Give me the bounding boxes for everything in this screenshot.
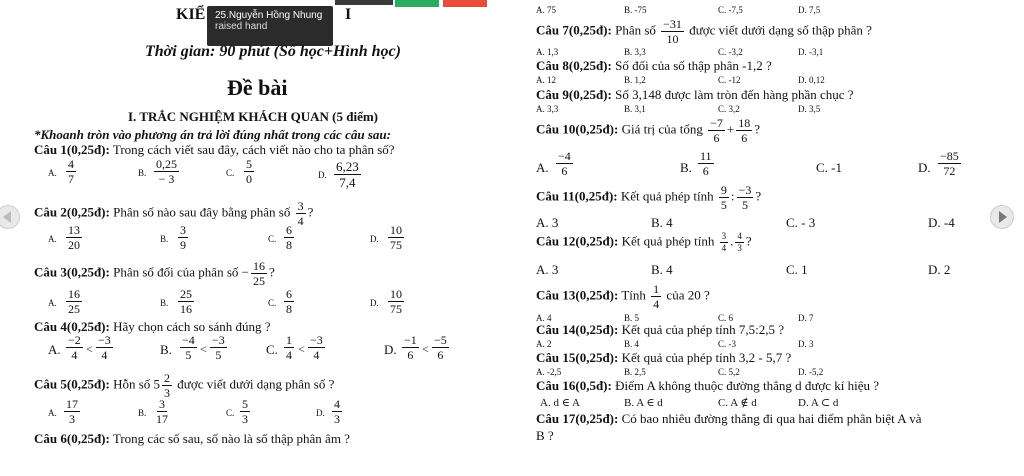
next-page-button[interactable] <box>990 205 1014 229</box>
section-heading: I. TRẮC NGHIỆM KHÁCH QUAN (5 điểm) <box>128 109 379 124</box>
question-1-options: A. 4 7 B. 0,25 − 3 C. 5 0 D. 6,23 7,4 <box>48 157 359 190</box>
question-17: Câu 17(0,25đ): Có bao nhiêu đường thẳng đi qua hai điểm phân biệt A và <box>536 411 922 426</box>
question-10-options: A. −4 6 B. 11 6 C. -1 D. −85 72 <box>536 149 959 178</box>
prev-page-button[interactable] <box>0 205 20 229</box>
question-6: Câu 6(0,25đ): Trong các số sau, số nào là số thập phân âm ? <box>34 431 350 446</box>
question-9: Câu 9(0,25đ): Số 3,148 được làm tròn đến hàng phần chục ? <box>536 87 854 102</box>
red-toolbar-button[interactable] <box>443 0 487 7</box>
question-3-options: A. 16 25 B. 25 16 C. 6 8 D. 10 75 <box>48 287 402 316</box>
question-4: Câu 4(0,25đ): Hãy chọn cách so sánh đúng ? <box>34 319 271 334</box>
question-8: Câu 8(0,25đ): Số đối của số thập phân -1,2 ? <box>536 58 772 73</box>
question-11: Câu 11(0,25đ): Kết quả phép tính $\frac{9}{5}$ : $\frac{-3}{5}$ ? <box>536 183 762 212</box>
question-7: Câu 7(0,25đ): Phân số $\frac{-31}{10}$ được viết dưới dạng số thập phân ? <box>536 17 872 46</box>
question-5-options: A. 17 3 B. 3 17 C. 5 3 D. 4 3 <box>48 397 340 426</box>
notification-status: raised hand <box>215 21 268 32</box>
question-10: Câu 10(0,25đ): Giá trị của tổng $\frac{-7}{6}$ + $\frac{18}{6}$ ? <box>536 116 760 145</box>
page-title: Đề bài <box>227 75 288 100</box>
question-2-options: A. 13 20 B. 3 9 C. 6 8 D. 10 75 <box>48 223 402 252</box>
chevron-right-icon <box>999 211 1007 223</box>
question-4-options: A. −2 4 < −3 4 B. −4 5 < −3 5 C. 1 4 < −3 4 D. −1 6 < −5 6 <box>48 333 447 362</box>
question-15: Câu 15(0,25đ): Kết quả của phép tính 3,2 - 5,7 ? <box>536 350 792 365</box>
instruction: *Khoanh tròn vào phương án trả lời đúng nhất trong các câu sau: <box>34 127 391 142</box>
question-17-continuation: B ? <box>536 428 554 443</box>
question-12: Câu 12(0,25đ): Kết quả phép tính $\frac{3}{4}$ . $\frac{4}{3}$ ? <box>536 231 752 253</box>
question-3: Câu 3(0,25đ): Phân số đối của phân số − $\frac{16}{25}$ ? <box>34 259 275 288</box>
question-11-options: A. 3 B. 4 C. - 3 D. -4 <box>536 215 955 230</box>
exam-time: Thời gian: 90 phút (Số học+Hình học) <box>145 43 401 60</box>
question-13: Câu 13(0,25đ): Tính $\frac{1}{4}$ của 20 ? <box>536 282 710 311</box>
raised-hand-notification <box>207 6 333 46</box>
chevron-left-icon <box>3 211 11 223</box>
header-partial: KIỂ <box>176 6 206 23</box>
question-5: Câu 5(0,25đ): Hỗn số 5 $\frac{2}{3}$ được viết dưới dạng phân số ? <box>34 371 335 400</box>
question-1: Câu 1(0,25đ): Trong cách viết sau đây, cách viết nào cho ta phân số? <box>34 142 395 157</box>
question-16: Câu 16(0,5đ): Điểm A không thuộc đường thẳng d được kí hiệu ? <box>536 378 880 393</box>
header-fragment: I <box>345 6 352 23</box>
question-2: Câu 2(0,25đ): Phân số nào sau đây bằng phân số $\frac{3}{4}$ ? <box>34 199 314 228</box>
participant-name: 25.Nguyễn Hồng Nhung <box>215 10 323 21</box>
question-12-options: A. 3 B. 4 C. 1 D. 2 <box>536 262 951 277</box>
top-toolbar-fragment <box>335 0 393 5</box>
question-14: Câu 14(0,25đ): Kết quả của phép tính 7,5:2,5 ? <box>536 322 785 337</box>
green-toolbar-button[interactable] <box>395 0 439 7</box>
